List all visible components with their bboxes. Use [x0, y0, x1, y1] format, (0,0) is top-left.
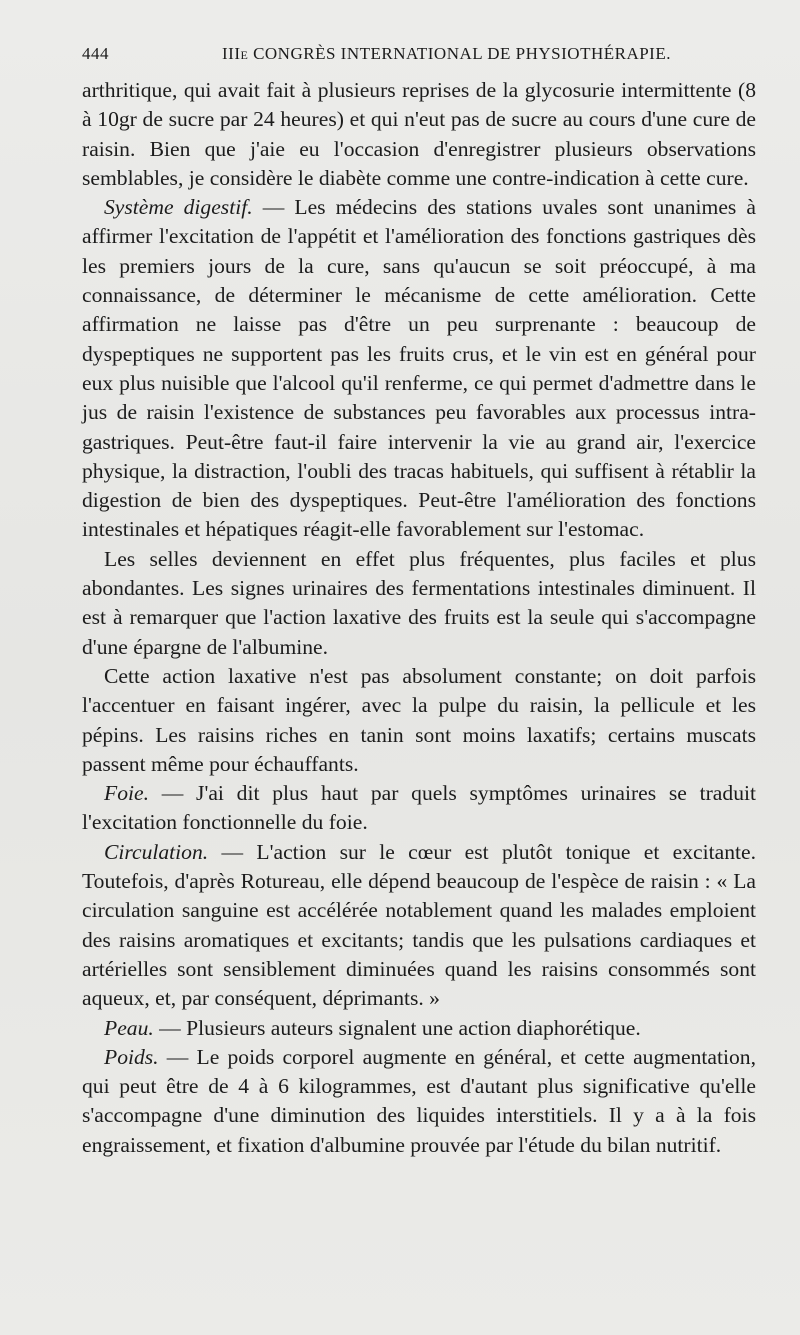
paragraph-circulation [82, 838, 756, 1014]
section-label: Foie. [104, 781, 149, 806]
section-label: Circulation. [104, 839, 209, 864]
section-label: Peau. [104, 1015, 154, 1040]
paragraph-poids [82, 1043, 756, 1160]
paragraph-foie [82, 779, 756, 838]
paragraph-text: — Le poids corporel augmente en général, et cette augmentation, qui peut être de 4 à 6 kilogrammes, est d'autant plus significative qu'elle s'accompagne d'une diminution des liquides interstitiels. Il y a à la fois engraissement, et fixation d'albumine prouvée par l'étude du bilan nutritif. [82, 1044, 756, 1157]
paragraph-systeme-digestif [82, 193, 756, 545]
running-title: IIIe CONGRÈS INTERNATIONAL DE PHYSIOTHÉRAPIE. [222, 44, 671, 63]
paragraph-text: Les selles deviennent en effet plus fréquentes, plus faciles et plus abondantes. Les signes urinaires des fermentations intestinales diminuent. Il est à remarquer que l'action laxative des fruits est la seule qui s'accompagne d'une épargne de l'albumine. [82, 546, 756, 659]
paragraph-peau [82, 1014, 756, 1043]
page-header [82, 44, 756, 68]
paragraph-text: arthritique, qui avait fait à plusieurs reprises de la glycosurie intermittente (8 à 10gr de sucre par 24 heures) et qui n'eut pas de sucre au cours d'une cure de raisin. Bien que j'aie eu l'occasion d'enregistrer plusieurs observations semblables, je considère le diabète comme une contre-indication à cette cure. [82, 78, 756, 190]
paragraph-text: Cette action laxative n'est pas absolument constante; on doit parfois l'accentuer en faisant ingérer, avec la pulpe du raisin, la pellicule et les pépins. Les raisins riches en tanin sont moins laxatifs; certains muscats passent même pour échauffants. [82, 663, 756, 776]
paragraph-selles [82, 545, 756, 662]
paragraph-1 [82, 76, 756, 193]
paragraph-text: — Les médecins des stations uvales sont unanimes à affirmer l'excitation de l'appétit et l'amélioration des fonctions gastriques dès les premiers jours de la cure, sans qu'aucun se soit préoccupé, à ma connaissance, de déterminer le mécanisme de cette amélioration. Cette affirmation ne laisse pas d'être un peu surprenante : beaucoup de dyspeptiques ne supportent pas les fruits crus, et le vin est en général pour eux plus nuisible que l'alcool qu'il renferme, ce qui permet d'admettre dans le jus de raisin l'existence de substances peu favorables aux processus intra-gastriques. Peut-être faut-il faire intervenir la vie au grand air, l'exercice physique, la distraction, l'oubli des tracas habituels, qui suffisent à rétablir la digestion de bien des dyspeptiques. Peut-être l'amélioration des fonctions intestinales et hépatiques réagit-elle favorablement sur l'estomac. [82, 195, 756, 542]
section-label: Système digestif. [104, 195, 253, 220]
paragraph-text: — J'ai dit plus haut par quels symptômes urinaires se traduit l'excitation fonctionnelle du foie. [82, 781, 756, 835]
page-number: 444 [82, 44, 109, 63]
paragraph-text: — L'action sur le cœur est plutôt tonique et excitante. Toutefois, d'après Rotureau, elle dépend beaucoup de l'espèce de raisin : « La circulation sanguine est accélérée notablement quand les malades emploient des raisins aromatiques et excitants; tandis que les pulsations cardiaques et artérielles sont sensiblement diminuées quand les raisins consommés sont aqueux, et, par conséquent, déprimants. » [82, 839, 756, 1011]
body-text [82, 76, 756, 1160]
paragraph-text: — Plusieurs auteurs signalent une action diaphorétique. [153, 1015, 641, 1040]
paragraph-laxative [82, 662, 756, 779]
section-label: Poids. [104, 1044, 159, 1069]
